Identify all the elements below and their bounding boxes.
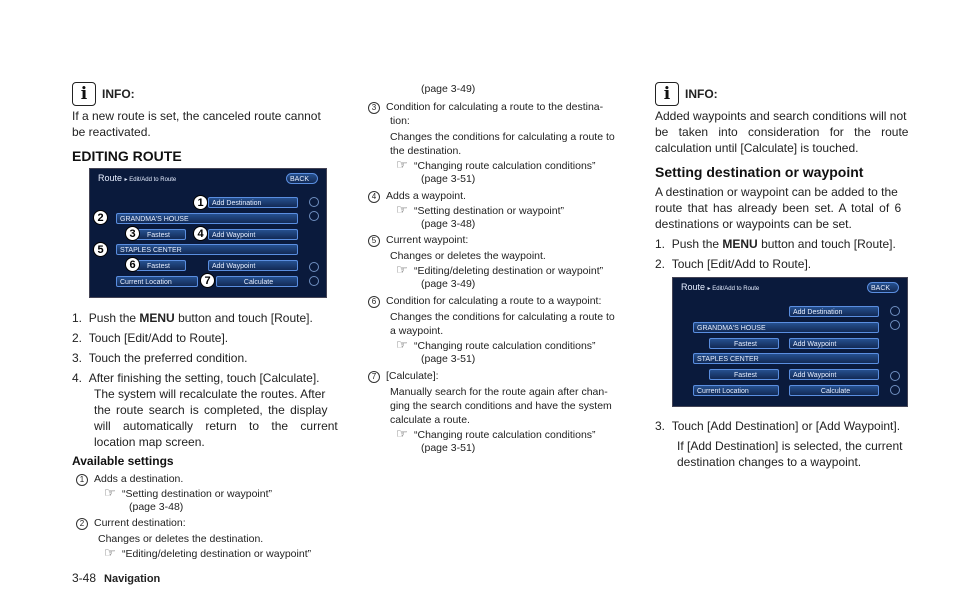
scroll-down-icon xyxy=(890,385,900,395)
step: 1. Push the MENU button and touch [Route]. xyxy=(72,311,313,325)
setting-item: 3 Condition for calculating a route to the destina- xyxy=(368,100,603,114)
route-edit-screenshot xyxy=(89,168,327,298)
pointing-hand-icon: ☞ xyxy=(396,157,408,172)
destination-row: GRANDMA'S HOUSE xyxy=(693,322,879,333)
step: 2. Touch [Edit/Add to Route]. xyxy=(655,257,812,271)
page-number: (page 3-51) xyxy=(421,353,476,365)
info-icon: i xyxy=(655,82,679,106)
subheading: Available settings xyxy=(72,454,174,468)
waypoint-row: STAPLES CENTER xyxy=(693,353,879,364)
setting-item: 4 Adds a waypoint. xyxy=(368,189,466,203)
step-text: the route search is completed, the display xyxy=(94,403,328,417)
condition-button: Fastest xyxy=(128,229,186,240)
paragraph: destinations or waypoints can be set. xyxy=(655,217,852,231)
current-location-row: Current Location xyxy=(693,385,779,396)
pointing-hand-icon: ☞ xyxy=(396,337,408,352)
scroll-down-icon xyxy=(309,211,319,221)
number-circle: 7 xyxy=(368,371,380,383)
number-circle: 6 xyxy=(368,296,380,308)
destination-row: GRANDMA'S HOUSE xyxy=(116,213,298,224)
info-label: INFO: xyxy=(685,87,718,101)
info-label: INFO: xyxy=(102,87,135,101)
section-heading: Setting destination or waypoint xyxy=(655,164,864,180)
condition-button: Fastest xyxy=(709,338,779,349)
step: 4. After finishing the setting, touch [Calculate]. xyxy=(72,371,320,385)
page-reference: ☞ “Changing route calculation conditions” xyxy=(396,426,596,441)
scroll-down-icon xyxy=(309,276,319,286)
page-reference: ☞ “Setting destination or waypoint” xyxy=(396,202,564,217)
page-footer xyxy=(72,571,160,585)
paragraph: route that has already been set. A total of 6 xyxy=(655,201,902,215)
setting-description: the destination. xyxy=(390,145,462,157)
callout: 5 xyxy=(93,242,108,257)
setting-description: Changes or deletes the destination. xyxy=(98,533,264,545)
page-number: (page 3-51) xyxy=(421,173,476,185)
setting-item-cont: tion: xyxy=(390,115,410,127)
info-box-right xyxy=(655,82,718,106)
setting-item: 7 [Calculate]: xyxy=(368,369,439,383)
pointing-hand-icon: ☞ xyxy=(104,545,116,560)
page-number: (page 3-51) xyxy=(421,442,476,454)
add-destination-button: Add Destination xyxy=(789,306,879,317)
pointing-hand-icon: ☞ xyxy=(104,485,116,500)
info-text: be taken into consideration for the route xyxy=(655,125,909,139)
screen-title: Route ▸ Edit/Add to Route xyxy=(681,282,760,292)
add-waypoint-button: Add Waypoint xyxy=(208,229,298,240)
step-text: If [Add Destination] is selected, the current xyxy=(677,439,903,453)
page-reference: ☞ “Changing route calculation conditions” xyxy=(396,337,596,352)
page-reference: ☞ “Changing route calculation conditions” xyxy=(396,157,596,172)
page-number: (page 3-48) xyxy=(421,218,476,230)
step-text: The system will recalculate the routes. After xyxy=(94,387,326,401)
number-circle: 1 xyxy=(76,474,88,486)
info-text: Added waypoints and search conditions will not xyxy=(655,109,907,123)
setting-item: 5 Current waypoint: xyxy=(368,233,468,247)
waypoint-row: STAPLES CENTER xyxy=(116,244,298,255)
step: 3. Touch [Add Destination] or [Add Waypoint]. xyxy=(655,419,901,433)
callout: 1 xyxy=(193,195,208,210)
page-number: 3-48 xyxy=(72,571,97,585)
callout: 4 xyxy=(193,226,208,241)
setting-description: calculate a route. xyxy=(390,414,470,426)
condition-button: Fastest xyxy=(128,260,186,271)
number-circle: 4 xyxy=(368,191,380,203)
section-name: Navigation xyxy=(104,573,161,585)
add-waypoint-button: Add Waypoint xyxy=(208,260,298,271)
add-waypoint-button: Add Waypoint xyxy=(789,338,879,349)
scroll-down-icon xyxy=(890,320,900,330)
add-waypoint-button: Add Waypoint xyxy=(789,369,879,380)
setting-item: 2 Current destination: xyxy=(76,516,186,530)
number-circle: 5 xyxy=(368,235,380,247)
info-text: If a new route is set, the canceled route cannot xyxy=(72,109,321,123)
setting-item: 1 Adds a destination. xyxy=(76,472,183,486)
setting-description: Changes the conditions for calculating a route to xyxy=(390,131,615,143)
calculate-button: Calculate xyxy=(216,276,298,287)
calculate-button: Calculate xyxy=(789,385,879,396)
scroll-up-icon xyxy=(309,197,319,207)
step-text: will automatically return to the current xyxy=(94,419,338,433)
callout: 7 xyxy=(200,273,215,288)
paragraph: A destination or waypoint can be added to the xyxy=(655,185,898,199)
current-location-row: Current Location xyxy=(116,276,198,287)
condition-button: Fastest xyxy=(709,369,779,380)
page-number: (page 3-48) xyxy=(129,501,184,513)
callout: 6 xyxy=(125,257,140,272)
number-circle: 3 xyxy=(368,102,380,114)
setting-description: Manually search for the route again after chan- xyxy=(390,386,608,398)
add-destination-button: Add Destination xyxy=(208,197,298,208)
pointing-hand-icon: ☞ xyxy=(396,426,408,441)
route-edit-screenshot xyxy=(672,277,908,407)
page-number: (page 3-49) xyxy=(421,83,476,95)
step: 3. Touch the preferred condition. xyxy=(72,351,248,365)
callout: 3 xyxy=(125,226,140,241)
page-number: (page 3-49) xyxy=(421,278,476,290)
section-heading: EDITING ROUTE xyxy=(72,148,182,164)
callout: 2 xyxy=(93,210,108,225)
pointing-hand-icon: ☞ xyxy=(396,202,408,217)
setting-description: a waypoint. xyxy=(390,325,444,337)
setting-description: ging the search conditions and have the system xyxy=(390,400,612,412)
scroll-up-icon xyxy=(309,262,319,272)
page-reference: ☞ “Editing/deleting destination or waypoint” xyxy=(104,545,312,560)
step: 2. Touch [Edit/Add to Route]. xyxy=(72,331,229,345)
pointing-hand-icon: ☞ xyxy=(396,262,408,277)
setting-description: Changes the conditions for calculating a route to xyxy=(390,311,615,323)
back-button: BACK xyxy=(286,173,318,184)
setting-item: 6 Condition for calculating a route to a waypoint: xyxy=(368,294,601,308)
page-reference: ☞ “Setting destination or waypoint” xyxy=(104,485,272,500)
page-reference: ☞ “Editing/deleting destination or waypoint” xyxy=(396,262,604,277)
info-box-left xyxy=(72,82,135,106)
back-button: BACK xyxy=(867,282,899,293)
step-text: destination changes to a waypoint. xyxy=(677,455,862,469)
setting-description: Changes or deletes the waypoint. xyxy=(390,250,546,262)
scroll-up-icon xyxy=(890,371,900,381)
info-text: calculation until [Calculate] is touched. xyxy=(655,141,859,155)
step-text: location map screen. xyxy=(94,435,205,449)
screen-title: Route ▸ Edit/Add to Route xyxy=(98,173,177,183)
number-circle: 2 xyxy=(76,518,88,530)
info-icon: i xyxy=(72,82,96,106)
step: 1. Push the MENU button and touch [Route]. xyxy=(655,237,896,251)
scroll-up-icon xyxy=(890,306,900,316)
info-text: be reactivated. xyxy=(72,125,151,139)
